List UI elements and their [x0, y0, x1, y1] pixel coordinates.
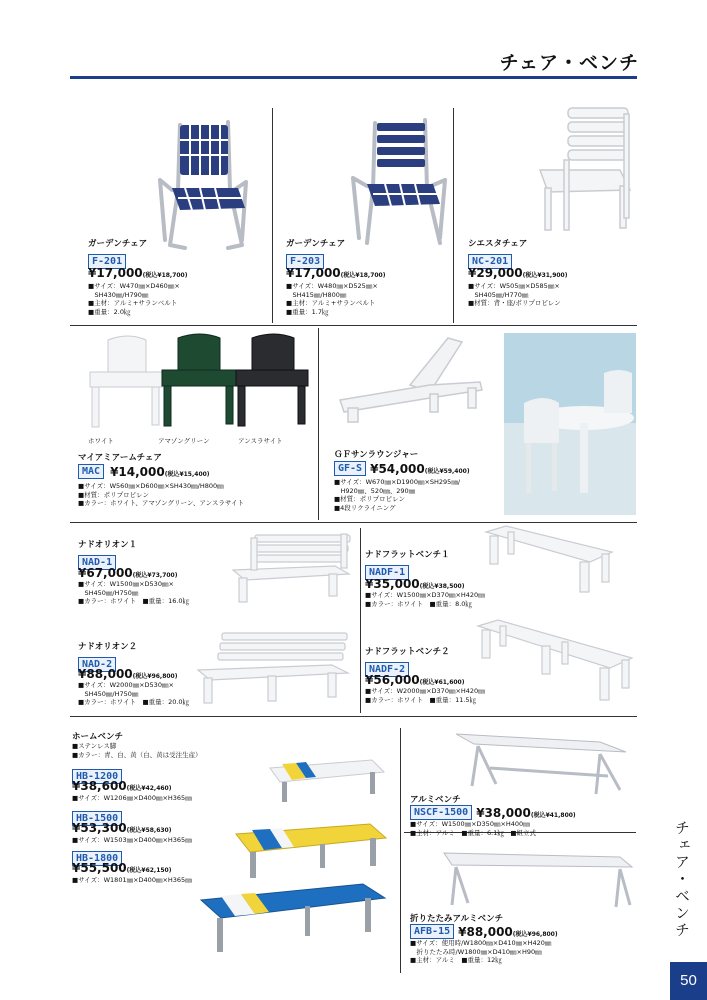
- product-spec: ■サイズ：W1500㎜×D350㎜×H400㎜ ■主材：アルミ ■重量：6.1㎏ ■組立式: [410, 820, 537, 837]
- product-name: ナドフラットベンチ２: [365, 647, 450, 657]
- product-spec: ■サイズ：W1500㎜×D370㎜×H420㎜ ■カラー：ホワイト ■重量：8.0㎏: [365, 591, 485, 608]
- product-price: ¥53,300: [72, 821, 127, 835]
- product-name: マイアミアームチェア: [78, 453, 162, 463]
- miami-arm-chair-image: [80, 332, 310, 432]
- product-price: ¥38,600: [72, 779, 127, 793]
- product-spec: ■サイズ：W1500㎜×D530㎜× SH450㎜/H750㎜ ■カラー：ホワイト ■重量：16.0㎏: [78, 580, 190, 605]
- folding-aluminum-bench-image: [440, 845, 635, 910]
- color-label-white: ホワイト: [88, 437, 114, 445]
- product-price: ¥55,500: [72, 861, 127, 875]
- page-title: チェア・ベンチ: [499, 52, 639, 74]
- product-tax-price: (税込¥18,700): [142, 272, 188, 279]
- product-price: ¥17,000: [88, 266, 143, 280]
- product-tax-price: (税込¥62,150): [126, 867, 172, 874]
- divider: [400, 728, 401, 973]
- product-name: シエスタチェア: [468, 239, 528, 249]
- product-code: HB-1200: [72, 769, 122, 784]
- product-price: ¥88,000: [458, 924, 513, 939]
- product-code: F-203: [286, 254, 324, 269]
- product-price: ¥54,000: [370, 461, 425, 476]
- color-label-green: アマゾングリーン: [158, 437, 210, 445]
- product-name: 折りたたみアルミベンチ: [410, 914, 504, 924]
- product-name: ナドオリオン２: [78, 642, 138, 652]
- product-code: MAC: [78, 464, 104, 479]
- product-spec: ■サイズ：W1801㎜×D400㎜×H365㎜: [72, 876, 192, 884]
- product-tax-price: (税込¥96,800): [512, 930, 558, 938]
- product-code: NADF-1: [365, 565, 409, 580]
- product-tax-price: (税込¥59,400): [424, 467, 470, 475]
- product-code: NADF-2: [365, 662, 409, 677]
- product-name: ガーデンチェア: [286, 239, 346, 249]
- product-price: ¥35,000: [365, 577, 420, 591]
- product-tax-price: (税込¥31,900): [522, 272, 568, 279]
- product-tax-price: (税込¥96,800): [132, 673, 178, 680]
- product-spec: ■サイズ：W2000㎜×D370㎜×H420㎜ ■カラー：ホワイト ■重量：11.5㎏: [365, 687, 485, 704]
- garden-chair-f203-image: [345, 108, 455, 248]
- product-price: ¥67,000: [78, 566, 133, 580]
- home-bench-yellow-image: [230, 820, 390, 882]
- product-code: GF-S: [334, 461, 366, 476]
- product-code: HB-1500: [72, 811, 122, 826]
- product-tax-price: (税込¥58,630): [126, 827, 172, 834]
- siesta-chair-image: [530, 100, 640, 240]
- product-tax-price: (税込¥61,600): [419, 679, 465, 686]
- product-code: AFB-15: [410, 924, 454, 939]
- product-price: ¥88,000: [78, 667, 133, 681]
- product-tax-price: (税込¥38,500): [419, 583, 465, 590]
- product-spec: ■ステンレス脚 ■カラー：青、白、黄（白、黄は受注生産）: [72, 742, 202, 759]
- product-spec: ■サイズ：使用時/W1800㎜×D410㎜×H420㎜ 折りたたみ時/W1800㎜×D410㎜×H90㎜ ■主材：アルミ ■重量：12㎏: [410, 939, 552, 964]
- nado-orion-2-image: [192, 628, 354, 706]
- product-tax-price: (税込¥42,460): [126, 785, 172, 792]
- outdoor-furniture-photo: [504, 333, 636, 515]
- product-spec: ■サイズ：W505㎜×D585㎜× SH405㎜/H770㎜ ■材質：背・座/ポリプロピレン: [468, 282, 561, 307]
- sun-lounger-image: [330, 330, 495, 430]
- product-spec: ■サイズ：W1503㎜×D400㎜×H365㎜: [72, 836, 192, 844]
- home-bench-white-image: [262, 756, 387, 806]
- product-spec: ■サイズ：W670㎜×D1900㎜×SH295㎜/ H920㎜、520㎜、290㎜ ■材質：ポリプロピレン ■4段リクライニング: [334, 478, 461, 512]
- product-price: ¥14,000: [110, 464, 165, 479]
- product-code: NAD-2: [78, 657, 116, 672]
- product-tax-price: (税込¥18,700): [340, 272, 386, 279]
- color-label-anthracite: アンスラサイト: [238, 437, 283, 445]
- product-code: F-201: [88, 254, 126, 269]
- product-code: NSCF-1500: [410, 805, 472, 820]
- side-section-label: チェア・ベンチ: [673, 820, 691, 939]
- nado-flat-bench-1-image: [478, 522, 618, 607]
- garden-chair-f201-image: [150, 110, 260, 250]
- product-name: ナドオリオン１: [78, 540, 138, 550]
- product-name: ナドフラットベンチ１: [365, 550, 450, 560]
- product-spec: ■サイズ：W2000㎜×D530㎜× SH450㎜/H750㎜ ■カラー：ホワイト ■重量：20.0㎏: [78, 681, 190, 706]
- product-spec: ■サイズ：W480㎜×D525㎜× SH415㎜/H800㎜ ■主材：アルミ+サランベルト ■重量：1.7㎏: [286, 282, 378, 316]
- product-name: ガーデンチェア: [88, 239, 148, 249]
- product-name: ＧＦサンラウンジャー: [334, 450, 419, 460]
- nado-orion-1-image: [225, 530, 355, 605]
- product-tax-price: (税込¥41,800): [530, 811, 576, 819]
- product-price: ¥56,000: [365, 673, 420, 687]
- product-code: NAD-1: [78, 555, 116, 570]
- nado-flat-bench-2-image: [472, 616, 637, 708]
- divider: [318, 328, 319, 520]
- home-bench-blue-image: [195, 878, 390, 956]
- product-tax-price: (税込¥15,400): [164, 470, 210, 478]
- aluminum-bench-image: [450, 728, 630, 798]
- product-spec: ■サイズ：W470㎜×D460㎜× SH430㎜/H790㎜ ■主材：アルミ+サランベルト ■重量：2.0㎏: [88, 282, 180, 316]
- product-spec: ■サイズ：W1206㎜×D400㎜×H365㎜: [72, 794, 192, 802]
- divider: [272, 108, 273, 323]
- product-name: ホームベンチ: [72, 732, 124, 742]
- product-code: HB-1800: [72, 851, 122, 866]
- title-divider: [70, 76, 637, 79]
- product-tax-price: (税込¥73,700): [132, 572, 178, 579]
- divider: [70, 325, 637, 326]
- page-number: 50: [670, 962, 707, 1000]
- product-code: NC-201: [468, 254, 512, 269]
- product-name: アルミベンチ: [410, 795, 461, 805]
- product-price: ¥17,000: [286, 266, 341, 280]
- product-price: ¥38,000: [476, 805, 531, 820]
- product-spec: ■サイズ：W560㎜×D600㎜×SH430㎜/H800㎜ ■材質：ポリプロピレン ■カラー：ホワイト、アマゾングリーン、アンスラサイト: [78, 482, 244, 507]
- divider: [70, 716, 637, 717]
- divider: [360, 528, 361, 713]
- product-price: ¥29,000: [468, 266, 523, 280]
